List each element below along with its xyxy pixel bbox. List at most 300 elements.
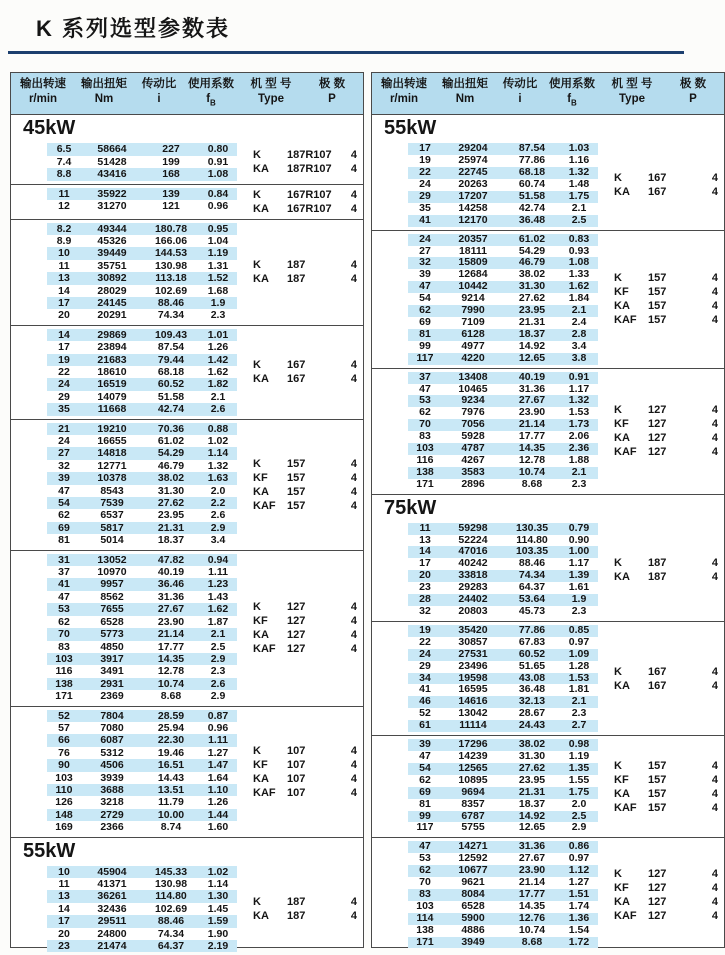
ratio-value: 36.48 <box>518 683 546 696</box>
speed-value: 83 <box>419 887 431 900</box>
service-factor-value: 1.88 <box>568 453 590 466</box>
service-factor-value: 1.32 <box>568 394 590 407</box>
table-row <box>408 317 598 329</box>
table-row <box>47 188 237 200</box>
service-factor-value: 1.14 <box>207 878 229 891</box>
table-row <box>47 690 237 702</box>
ratio-value: 32.13 <box>518 695 546 708</box>
service-factor-value: 1.75 <box>568 785 590 798</box>
type-row <box>253 485 357 499</box>
ratio-value: 113.18 <box>155 272 187 285</box>
data-rows <box>47 188 237 216</box>
data-rows <box>408 234 598 365</box>
type-model: 157 <box>648 787 667 800</box>
type-row <box>253 786 357 800</box>
ratio-value: 102.69 <box>154 284 188 297</box>
ratio-value: 31.36 <box>518 382 546 395</box>
ratio-value: 8.68 <box>521 477 543 490</box>
service-factor-value: 1.10 <box>207 783 229 796</box>
speed-value: 62 <box>419 304 431 317</box>
torque-value: 5817 <box>100 521 124 534</box>
ratio-value: 102.69 <box>154 902 188 915</box>
ratio-value: 77.86 <box>518 623 546 636</box>
type-prefix: KA <box>253 485 269 498</box>
ratio-value: 46.79 <box>157 459 185 472</box>
ratio-value: 14.92 <box>518 339 546 352</box>
service-factor-value: 1.90 <box>207 927 229 940</box>
type-poles: 4 <box>350 273 357 286</box>
ratio-value: 60.52 <box>157 378 185 391</box>
service-factor-value: 2.06 <box>568 430 590 443</box>
speed-value: 22 <box>419 635 431 648</box>
type-prefix: K <box>253 896 261 909</box>
type-row <box>253 272 357 286</box>
ratio-value: 79.44 <box>157 353 185 366</box>
type-poles: 4 <box>711 909 718 922</box>
header-output-torque: 输出扭矩 Nm <box>81 78 127 105</box>
speed-value: 19 <box>419 623 431 636</box>
service-factor-value: 1.27 <box>568 876 590 889</box>
table-row <box>408 925 598 937</box>
torque-value: 49344 <box>97 222 127 235</box>
torque-value: 11114 <box>459 719 487 732</box>
table-row <box>47 734 237 746</box>
service-factor-value: 1.16 <box>568 154 590 167</box>
type-prefix: KAF <box>614 801 637 814</box>
torque-value: 16519 <box>97 378 127 391</box>
parameter-block <box>11 219 363 325</box>
type-poles: 4 <box>350 188 357 201</box>
ratio-value: 130.35 <box>515 521 549 534</box>
service-factor-value: 2.6 <box>210 677 226 690</box>
service-factor-value: 0.96 <box>207 199 229 212</box>
type-model: 187R107 <box>287 148 332 161</box>
type-list <box>598 739 724 834</box>
torque-value: 10378 <box>97 472 127 485</box>
parameter-block <box>11 184 363 219</box>
speed-value: 27 <box>419 244 431 257</box>
table-row <box>47 509 237 521</box>
table-row <box>47 940 237 952</box>
type-model: 107 <box>287 772 306 785</box>
torque-value: 20357 <box>458 232 488 245</box>
parameter-block <box>11 419 363 550</box>
ratio-value: 67.83 <box>518 635 546 648</box>
service-factor-value: 1.11 <box>208 734 228 747</box>
service-factor-value: 1.01 <box>207 328 229 341</box>
type-prefix: KA <box>614 300 630 313</box>
torque-value: 5900 <box>461 911 485 924</box>
type-row <box>614 759 718 773</box>
torque-value: 20263 <box>458 178 488 191</box>
torque-value: 31270 <box>97 199 127 212</box>
speed-value: 47 <box>419 382 431 395</box>
table-header <box>11 73 363 115</box>
ratio-value: 77.86 <box>518 154 546 167</box>
torque-value: 7976 <box>461 406 485 419</box>
ratio-value: 74.34 <box>157 927 185 940</box>
torque-value: 27531 <box>458 647 488 660</box>
service-factor-value: 1.04 <box>207 234 229 247</box>
ratio-value: 31.36 <box>157 590 185 603</box>
type-poles: 4 <box>350 499 357 512</box>
torque-value: 35922 <box>97 187 127 200</box>
speed-value: 17 <box>58 915 70 928</box>
type-poles: 4 <box>711 418 718 431</box>
torque-value: 24145 <box>97 296 127 309</box>
speed-value: 8.9 <box>56 234 72 247</box>
speed-value: 32 <box>419 605 431 618</box>
speed-value: 10 <box>58 247 70 260</box>
service-factor-value: 1.00 <box>568 545 590 558</box>
type-model: 157 <box>648 773 667 786</box>
type-prefix: K <box>614 557 622 570</box>
table-row <box>47 156 237 168</box>
ratio-value: 114.80 <box>155 890 187 903</box>
torque-value: 4850 <box>100 640 124 653</box>
parameter-block <box>372 230 724 368</box>
type-prefix: KA <box>253 629 269 642</box>
type-model: 157 <box>287 485 306 498</box>
torque-value: 3583 <box>461 465 485 478</box>
table-row <box>408 582 598 594</box>
ratio-value: 21.31 <box>157 521 185 534</box>
service-factor-value: 1.62 <box>207 365 229 378</box>
type-row <box>614 787 718 801</box>
service-factor-value: 2.1 <box>571 695 587 708</box>
type-prefix: KF <box>614 773 629 786</box>
torque-value: 17207 <box>458 189 488 202</box>
type-model: 187 <box>648 557 667 570</box>
table-row <box>47 485 237 497</box>
table-row <box>408 822 598 834</box>
type-prefix: K <box>614 404 622 417</box>
torque-value: 30857 <box>458 635 488 648</box>
speed-value: 61 <box>419 719 431 732</box>
ratio-value: 114.80 <box>516 533 548 546</box>
type-poles: 4 <box>350 910 357 923</box>
ratio-value: 46.79 <box>518 256 546 269</box>
type-prefix: KF <box>253 615 268 628</box>
type-poles: 4 <box>711 286 718 299</box>
service-factor-value: 3.4 <box>210 534 226 547</box>
type-poles: 4 <box>350 259 357 272</box>
type-poles: 4 <box>350 457 357 470</box>
type-model: 167R107 <box>287 202 332 215</box>
torque-value: 9694 <box>461 785 485 798</box>
ratio-value: 22.30 <box>157 734 185 747</box>
speed-value: 69 <box>419 785 431 798</box>
type-row <box>614 570 718 584</box>
speed-value: 24 <box>419 647 431 660</box>
table-row <box>408 467 598 479</box>
ratio-value: 40.19 <box>157 566 185 579</box>
service-factor-value: 1.08 <box>207 168 229 181</box>
service-factor-value: 1.28 <box>568 659 590 672</box>
data-rows <box>47 710 237 834</box>
torque-value: 20803 <box>458 605 488 618</box>
ratio-value: 31.30 <box>518 280 546 293</box>
type-poles: 4 <box>350 485 357 498</box>
ratio-value: 47.82 <box>157 553 185 566</box>
speed-value: 53 <box>419 394 431 407</box>
torque-value: 4886 <box>461 923 485 936</box>
type-row <box>253 614 357 628</box>
table-row <box>47 143 237 155</box>
type-row <box>253 909 357 923</box>
page-title: K 系列选型参数表 <box>36 16 231 41</box>
type-model: 107 <box>287 758 306 771</box>
type-poles: 4 <box>711 446 718 459</box>
data-rows <box>47 423 237 547</box>
type-poles: 4 <box>350 471 357 484</box>
ratio-value: 42.74 <box>518 201 546 214</box>
speed-value: 171 <box>416 935 434 948</box>
speed-value: 8.8 <box>56 168 72 181</box>
type-prefix: KAF <box>253 643 276 656</box>
type-prefix: KA <box>253 910 269 923</box>
type-poles: 4 <box>350 615 357 628</box>
parameter-block <box>11 863 363 955</box>
torque-value: 12771 <box>97 459 127 472</box>
speed-value: 39 <box>419 268 431 281</box>
type-model: 157 <box>648 286 667 299</box>
data-rows <box>408 372 598 491</box>
service-factor-value: 0.86 <box>568 840 590 853</box>
torque-value: 6537 <box>100 509 124 522</box>
service-factor-value: 1.61 <box>568 581 590 594</box>
table-row <box>47 354 237 366</box>
type-prefix: KF <box>614 286 629 299</box>
type-model: 167 <box>287 359 306 372</box>
speed-value: 17 <box>419 142 431 155</box>
speed-value: 110 <box>55 783 73 796</box>
service-factor-value: 1.45 <box>207 902 229 915</box>
type-model: 167 <box>648 679 667 692</box>
type-poles: 4 <box>711 867 718 880</box>
torque-value: 14271 <box>458 840 488 853</box>
parameter-block <box>11 706 363 837</box>
header-output-torque: 输出扭矩 Nm <box>442 78 488 105</box>
torque-value: 25974 <box>458 154 488 167</box>
ratio-value: 14.43 <box>157 771 185 784</box>
ratio-value: 27.62 <box>518 292 546 305</box>
ratio-value: 87.54 <box>518 142 546 155</box>
type-row <box>253 600 357 614</box>
torque-value: 7655 <box>100 603 124 616</box>
speed-value: 13 <box>419 533 431 546</box>
type-row <box>614 881 718 895</box>
type-model: 157 <box>648 272 667 285</box>
ratio-value: 51.58 <box>157 390 185 403</box>
torque-value: 14079 <box>97 390 127 403</box>
torque-value: 30892 <box>97 272 127 285</box>
ratio-value: 14.35 <box>518 442 546 455</box>
torque-value: 8084 <box>461 887 485 900</box>
torque-value: 8562 <box>100 590 124 603</box>
table-row <box>408 606 598 618</box>
service-factor-value: 1.63 <box>207 472 229 485</box>
type-prefix: KF <box>253 471 268 484</box>
data-rows <box>47 554 237 703</box>
service-factor-value: 1.73 <box>568 418 590 431</box>
service-factor-value: 1.11 <box>208 566 228 579</box>
torque-value: 7080 <box>100 721 124 734</box>
type-row <box>253 499 357 513</box>
speed-value: 8.2 <box>56 222 72 235</box>
type-row <box>253 758 357 772</box>
torque-value: 21683 <box>97 353 127 366</box>
ratio-value: 21.14 <box>157 628 185 641</box>
ratio-value: 23.95 <box>518 304 546 317</box>
type-model: 187 <box>287 273 306 286</box>
table-row <box>47 223 237 235</box>
service-factor-value: 1.52 <box>207 272 229 285</box>
service-factor-value: 1.64 <box>207 771 229 784</box>
table-row <box>408 353 598 365</box>
speed-value: 47 <box>419 840 431 853</box>
table-row <box>408 594 598 606</box>
torque-value: 21474 <box>97 940 127 953</box>
service-factor-value: 0.83 <box>568 232 590 245</box>
speed-value: 39 <box>58 472 70 485</box>
torque-value: 29204 <box>458 142 488 155</box>
type-list <box>237 423 363 547</box>
speed-value: 90 <box>58 759 70 772</box>
torque-value: 4220 <box>461 351 485 364</box>
torque-value: 12565 <box>458 761 488 774</box>
torque-value: 7804 <box>100 709 124 722</box>
speed-value: 171 <box>55 690 73 703</box>
service-factor-value: 1.17 <box>568 382 590 395</box>
table-row <box>47 628 237 640</box>
speed-value: 138 <box>416 923 434 936</box>
table-row <box>408 684 598 696</box>
table-row <box>408 329 598 341</box>
torque-value: 3949 <box>461 935 485 948</box>
type-row <box>614 679 718 693</box>
table-row <box>408 811 598 823</box>
service-factor-value: 1.19 <box>568 749 590 762</box>
type-row <box>253 258 357 272</box>
torque-value: 2366 <box>100 821 124 834</box>
ratio-value: 60.74 <box>518 178 546 191</box>
type-prefix: KA <box>253 373 269 386</box>
table-row <box>408 708 598 720</box>
ratio-value: 199 <box>162 155 180 168</box>
speed-value: 138 <box>55 677 73 690</box>
table-row <box>408 479 598 491</box>
torque-value: 12592 <box>458 852 488 865</box>
service-factor-value: 1.82 <box>207 378 229 391</box>
table-row <box>408 523 598 535</box>
service-factor-value: 2.1 <box>571 304 587 317</box>
torque-value: 8357 <box>461 797 485 810</box>
service-factor-value: 0.85 <box>568 623 590 636</box>
speed-value: 62 <box>58 615 70 628</box>
speed-value: 14 <box>419 545 431 558</box>
table-row <box>47 878 237 890</box>
table-row <box>47 260 237 272</box>
ratio-value: 27.67 <box>518 394 546 407</box>
table-row <box>47 616 237 628</box>
speed-value: 21 <box>58 422 70 435</box>
speed-value: 70 <box>58 628 70 641</box>
type-model: 157 <box>648 300 667 313</box>
ratio-value: 14.92 <box>518 809 546 822</box>
speed-value: 99 <box>419 339 431 352</box>
type-prefix: KAF <box>253 499 276 512</box>
speed-value: 20 <box>58 927 70 940</box>
torque-value: 22745 <box>458 166 488 179</box>
service-factor-value: 1.75 <box>568 189 590 202</box>
ratio-value: 109.43 <box>154 328 188 341</box>
torque-value: 51428 <box>97 155 127 168</box>
service-factor-value: 2.3 <box>571 707 587 720</box>
speed-value: 54 <box>419 761 431 774</box>
torque-value: 13052 <box>97 553 127 566</box>
table-row <box>47 554 237 566</box>
speed-value: 39 <box>419 738 431 751</box>
power-section-label: 55kW <box>11 837 363 863</box>
service-factor-value: 0.91 <box>207 155 229 168</box>
parameter-tables <box>8 72 718 953</box>
type-model: 127 <box>648 881 667 894</box>
ratio-value: 10.74 <box>518 923 546 936</box>
table-row <box>47 341 237 353</box>
type-row <box>614 185 718 199</box>
type-poles: 4 <box>350 162 357 175</box>
table-row <box>47 534 237 546</box>
table-row <box>47 903 237 915</box>
ratio-value: 12.65 <box>518 351 546 364</box>
table-row <box>47 641 237 653</box>
service-factor-value: 1.42 <box>207 353 229 366</box>
ratio-value: 27.62 <box>518 761 546 774</box>
type-prefix: KAF <box>614 909 637 922</box>
type-list <box>598 372 724 491</box>
service-factor-value: 1.36 <box>568 911 590 924</box>
service-factor-value: 2.3 <box>210 309 226 322</box>
type-model: 127 <box>648 909 667 922</box>
type-prefix: K <box>614 665 622 678</box>
speed-value: 12 <box>58 199 70 212</box>
torque-value: 14258 <box>458 201 488 214</box>
speed-value: 114 <box>416 911 434 924</box>
torque-value: 16595 <box>458 683 488 696</box>
torque-value: 14616 <box>458 695 488 708</box>
service-factor-value: 1.03 <box>568 142 590 155</box>
torque-value: 47016 <box>458 545 488 558</box>
type-model: 187 <box>287 259 306 272</box>
header-output-speed: 输出转速 r/min <box>381 78 427 105</box>
speed-value: 32 <box>419 256 431 269</box>
data-rows <box>47 329 237 416</box>
table-row <box>47 435 237 447</box>
service-factor-value: 1.02 <box>207 435 229 448</box>
type-prefix: KA <box>253 772 269 785</box>
type-model: 127 <box>648 432 667 445</box>
speed-value: 14 <box>58 328 70 341</box>
type-model: 187R107 <box>287 162 332 175</box>
table-row <box>47 403 237 415</box>
table-row <box>408 293 598 305</box>
type-prefix: K <box>253 457 261 470</box>
type-poles: 4 <box>350 601 357 614</box>
ratio-value: 61.02 <box>518 232 546 245</box>
torque-value: 2729 <box>100 808 124 821</box>
table-row <box>47 603 237 615</box>
